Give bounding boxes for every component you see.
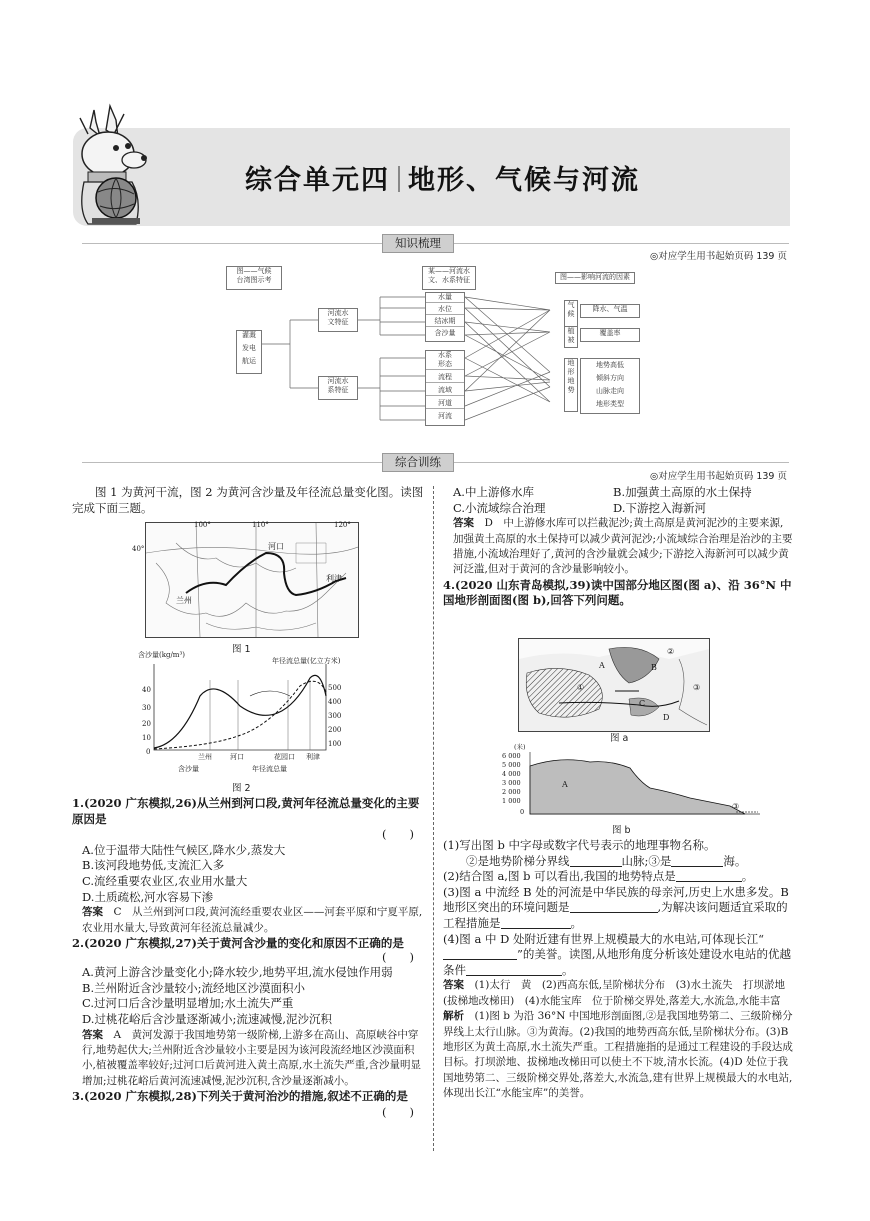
profile-y-tick: 0 [520, 808, 525, 816]
map-label-hekou: 河口 [268, 542, 284, 551]
china-region-map [519, 639, 709, 731]
profile-y-tick: 4 000 [502, 770, 521, 778]
item-channel: 河道 [426, 399, 464, 409]
question-3 [72, 1089, 426, 1119]
map-label-lijin: 利津 [326, 574, 342, 583]
question-2-option-c: C.过河口后含沙量明显增加;水土流失严重 [82, 996, 294, 1011]
map-label-110: 110° [252, 521, 269, 529]
map-label-a: A [599, 661, 605, 670]
question-2-answer-text: A 黄河发源于我国地势第一级阶梯,上游多在高山、高原峡谷中穿行,地势起伏大;兰州附近含沙量较小主要是因为该河段流经地区沙漠面积小,植被覆盖率较好;过河口后黄河进入黄土高原,水土流失严重,含沙量明显增加;过桃花峪后黄河流速减慢,泥沙沉积,含沙量逐渐减小。 [82, 1028, 422, 1087]
question-1-option-b: B.该河段地势低,支流汇入多 [82, 858, 225, 873]
use-irrigation: 灌溉 [242, 331, 256, 339]
item-water-volume: 水量 [426, 293, 464, 303]
chart-left-tick: 0 [146, 748, 151, 756]
chart-left-tick: 40 [142, 686, 151, 694]
figure-2-caption: 图 2 [232, 783, 251, 794]
q4-4b-text: ”的美誉。读图,从地形角度分析该处建设水电站的优越条件 [443, 947, 792, 977]
deer-mascot-illustration [66, 100, 166, 226]
diagram-box-factors: 图——影响河流的因素 [555, 272, 635, 284]
factor-group-vegetation: 植被 [564, 326, 578, 348]
page-title [245, 158, 640, 197]
blank-advantages[interactable] [466, 964, 562, 976]
map-label-2: ② [667, 647, 675, 656]
figure-2-chart [138, 651, 350, 778]
left-column [72, 485, 426, 516]
use-shipping: 航运 [242, 357, 256, 365]
question-3-answer [443, 516, 793, 578]
profile-y-tick: 1 000 [502, 797, 521, 805]
profile-y-tick: 5 000 [502, 761, 521, 769]
factor-elevation: 地势高低 [596, 361, 624, 369]
question-1-answer-slot: ( ) [382, 827, 414, 842]
answer-label: 答案 [82, 906, 103, 919]
chart-right-tick: 400 [328, 698, 342, 706]
section-rule-right [454, 243, 789, 244]
chart-right-tick: 500 [328, 684, 342, 692]
question-4-analysis-text: (1)图 b 为沿 36°N 中国地形剖面图,②是我国地势第二、三级阶梯分界线上太行山脉。③为黄海。(2)我国的地势西高东低,呈阶梯状分布。(3)B 地形区为黄土高原,水土流失严重。工程措施指的是通过工程建设的手段达成目标。打坝淤地、拔梯地改梯田可以使土不下坡,清水长流。(4)D 处位于我国地势第二、三级阶梯交界处,落差大,水流急,建有世界上规模最大的水电站,体现出长江“水能宝库”的美誉。 [443, 1010, 793, 1100]
question-2-stem: 2.(2020 广东模拟,27)关于黄河含沙量的变化和原因不正确的是 [72, 935, 404, 950]
blank-terrain-feature[interactable] [676, 870, 742, 882]
diagram-hydro-label: 河流水 文特征 [318, 308, 358, 332]
question-3-stem: 3.(2020 广东模拟,28)下列关于黄河治沙的措施,叙述不正确的是 [72, 1089, 408, 1104]
chart-left-tick: 20 [142, 720, 151, 728]
chart-x-tick: 利津 [306, 753, 320, 761]
q4-1b-mid: 山脉;③是 [621, 853, 672, 868]
profile-label-3: ③ [732, 802, 740, 811]
question-4-part-3: (3)图 a 中流经 B 处的河流是中华民族的母亲河,历史上水患多发。B 地形区突出的环境问题是 ,为解决该问题适宜采取的工程措施是 。 [443, 884, 789, 930]
q4-1b-post: 海。 [723, 853, 747, 868]
question-3-answer-text: D 中上游修水库可以拦截泥沙;黄土高原是黄河泥沙的主要来源,加强黄土高原的水土保持可以减少黄河泥沙;小流域综合治理是治沙的主要措施,小流域治理好了,黄河的含沙量就会减少;下游挖入海新河可以减少黄河泛滥,但对于黄河的含沙量影响较小。 [453, 517, 793, 576]
profile-label-a: A [562, 780, 568, 789]
diagram-system-items [425, 350, 465, 426]
map-label-100: 100° [194, 521, 211, 529]
intro-text: 图 1 为黄河干流，图 2 为黄河含沙量及年径流总量变化图。读图完成下面三题。 [72, 485, 424, 515]
item-river-mouth: 河流 [438, 412, 452, 420]
map-label-3: ③ [693, 683, 701, 692]
blank-yangtze-title[interactable] [443, 948, 517, 960]
section-rule-right-2 [454, 462, 789, 463]
q4-4a-text: (4)图 a 中 D 处附近建有世界上规模最大的水电站,可体现长江“ [443, 931, 765, 946]
figure-1-map [132, 521, 359, 638]
q4-2-text: (2)结合图 a,图 b 可以看出,我国的地势特点是 [443, 869, 676, 884]
question-1-stem: 1.(2020 广东模拟,26)从兰州到河口段,黄河年径流总量变化的主要原因是 [72, 796, 420, 826]
page-reference-2: ◎对应学生用书起始页码 139 页 [650, 471, 787, 482]
figure-b-caption: 图 b [612, 825, 631, 836]
diagram-uses-box [236, 330, 262, 374]
question-4-part-2: (2)结合图 a,图 b 可以看出,我国的地势特点是 。 [443, 869, 754, 884]
factor-precip-temp: 降水、气温 [580, 304, 640, 318]
question-2-answer [72, 1028, 426, 1090]
factor-group-climate: 气候 [564, 300, 578, 328]
column-divider [433, 486, 434, 1151]
question-3-options-row-1 [443, 485, 793, 501]
q4-3b-text: ,为解决该问题适宜采取的工程措施是 [443, 900, 788, 930]
question-1-answer-text: C 从兰州到河口段,黄河流经重要农业区——河套平原和宁夏平原,农业用水量大,导致黄河年径流总量减少。 [82, 906, 423, 934]
diagram-box-climate: 图——气候 台湾图示考 [226, 266, 282, 290]
figure-b-profile [500, 743, 762, 820]
section-rule-left-2 [82, 462, 382, 463]
answer-label: 答案 [443, 979, 464, 992]
blank-environment-problem[interactable] [570, 901, 658, 913]
unit-label: 综合单元四 [245, 165, 390, 196]
item-length: 流程 [426, 373, 464, 383]
factor-landform-type: 地形类型 [596, 400, 624, 408]
question-4-part-1: (1)写出图 b 中字母或数字代号表示的地理事物名称。 [443, 838, 716, 852]
answer-label: 答案 [82, 1028, 103, 1041]
question-1-option-c: C.流经重要农业区,农业用水量大 [82, 873, 248, 888]
question-3-option-b: B.加强黄土高原的水土保持 [613, 485, 752, 499]
question-2-answer-slot: ( ) [382, 949, 414, 964]
map-label-b: B [651, 663, 657, 672]
chart-right-tick: 300 [328, 712, 342, 720]
left-questions [72, 796, 426, 1120]
question-4-part-4: (4)图 a 中 D 处附近建有世界上规模最大的水电站,可体现长江“”的美誉。读图,从地形角度分析该处建设水电站的优越条件 。 [443, 931, 792, 977]
factor-terrain-items [580, 358, 640, 414]
page-reference: ◎对应学生用书起始页码 139 页 [650, 251, 787, 262]
diagram-hydro-items [425, 292, 465, 342]
chart-x-tick: 花园口 [274, 753, 295, 761]
diagram-box-river: 某——河流水 文、水系特征 [422, 266, 476, 290]
chart-left-tick: 30 [142, 704, 151, 712]
chart-x-tick: 兰州 [198, 753, 212, 761]
map-label-d: D [663, 713, 670, 722]
question-2-option-b: B.兰州附近含沙量较小;流经地区沙漠面积小 [82, 980, 305, 995]
sediment-runoff-chart [140, 656, 350, 756]
chart-right-tick: 200 [328, 726, 342, 734]
map-label-40: 40° [132, 545, 145, 553]
section-tag-training: 综合训练 [382, 453, 454, 472]
question-4-analysis [443, 1009, 793, 1101]
chart-x-tick: 河口 [230, 753, 244, 761]
chart-right-axis-title: 年径流总量(亿立方米) [272, 657, 341, 665]
blank-engineering-measure[interactable] [501, 917, 571, 929]
profile-y-tick: 6 000 [502, 752, 521, 760]
terrain-profile-chart [500, 748, 762, 820]
chart-left-axis-title: 含沙量(kg/m³) [138, 651, 185, 659]
item-sediment: 含沙量 [434, 329, 456, 337]
question-3-option-a: A.中上游修水库 [453, 485, 534, 499]
answer-label: 答案 [453, 517, 474, 530]
unit-topic: 地形、气候与河流 [408, 165, 640, 196]
figure-1-caption: 图 1 [232, 644, 251, 655]
knowledge-diagram [200, 262, 660, 440]
chart-right-tick: 100 [328, 740, 342, 748]
question-2-option-a: A.黄河上游含沙量变化小;降水较少,地势平坦,流水侵蚀作用弱 [82, 965, 393, 980]
factor-group-terrain: 地形 地势 [564, 358, 578, 412]
figure-a-caption: 图 a [610, 733, 629, 744]
question-1-option-d: D.土质疏松,河水容易下渗 [82, 889, 214, 904]
chart-left-tick: 10 [142, 734, 151, 742]
blank-sea[interactable] [671, 855, 723, 867]
factor-slope-direction: 倾斜方向 [596, 374, 624, 382]
right-column [443, 485, 793, 609]
question-3-option-c: C.小流域综合治理 [453, 500, 546, 515]
question-2-option-d: D.过桃花峪后含沙量逐渐减小;流速减慢,泥沙沉积 [82, 1011, 332, 1026]
item-basin: 流域 [426, 386, 464, 396]
question-1 [72, 796, 426, 827]
section-tag-knowledge: 知识梳理 [382, 234, 454, 253]
blank-mountain[interactable] [570, 855, 622, 867]
item-freeze-period: 结冰期 [426, 317, 464, 327]
item-water-system: 水系 形态 [426, 351, 464, 370]
item-water-level: 水位 [426, 305, 464, 315]
chart-legend-sediment: 含沙量 [178, 765, 199, 773]
question-1-answer [72, 905, 426, 936]
profile-unit: (米) [514, 743, 526, 751]
question-4-part-1b [443, 854, 793, 870]
map-label-c: C [639, 699, 646, 708]
chart-legend-runoff: 年径流总量 [252, 765, 287, 773]
question-4-stem: 4.(2020 山东青岛模拟,39)读中国部分地区图(图 a)、沿 36°N 中国地形剖面图(图 b),回答下列问题。 [443, 577, 792, 608]
profile-y-tick: 2 000 [502, 788, 521, 796]
q4-3-text: (3)图 a 中流经 B 处的河流是中华民族的母亲河,历史上水患多发。B 地形区突出的环境问题是 [443, 884, 789, 915]
map-label-lanzhou: 兰州 [176, 596, 192, 605]
factor-coverage: 覆盖率 [580, 328, 640, 342]
right-questions [443, 838, 793, 1102]
use-power: 发电 [242, 344, 256, 352]
diagram-system-label: 河流水 系特征 [318, 376, 358, 400]
question-1-option-a: A.位于温带大陆性气候区,降水少,蒸发大 [82, 842, 286, 857]
question-3-answer-slot: ( ) [382, 1104, 414, 1119]
factor-mountain-trend: 山脉走向 [596, 387, 624, 395]
figure-a-map [518, 638, 710, 732]
profile-y-tick: 3 000 [502, 779, 521, 787]
q4-1b-pre: ②是地势阶梯分界线 [466, 853, 570, 868]
question-4-answer-text: (1)太行 黄 (2)西高东低,呈阶梯状分布 (3)水土流失 打坝淤地(拔梯地改梯田) (4)水能宝库 位于阶梯交界处,落差大,水流急,水能丰富 [443, 979, 785, 1007]
section-rule-left [82, 243, 382, 244]
question-3-options-row-2 [443, 501, 793, 517]
question-3-option-d: D.下游挖入海新河 [613, 500, 706, 515]
map-label-120: 120° [334, 521, 351, 529]
question-2 [72, 936, 426, 952]
map-label-1: ① [577, 683, 585, 692]
page-reference-text-2: 对应学生用书起始页码 139 页 [658, 471, 787, 482]
question-4-answer [443, 978, 793, 1009]
analysis-label: 解析 [443, 1010, 464, 1023]
page-reference-text: 对应学生用书起始页码 139 页 [658, 251, 787, 262]
title-separator [398, 166, 400, 192]
